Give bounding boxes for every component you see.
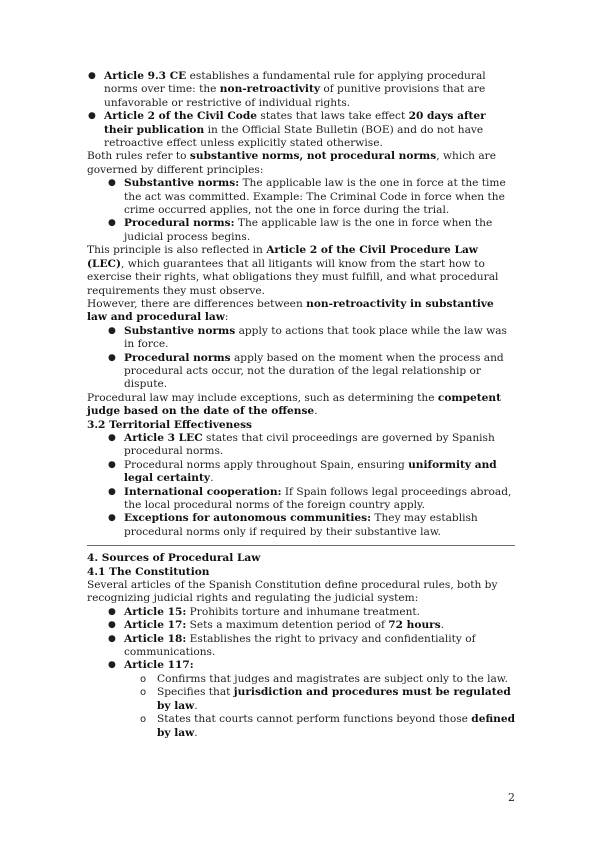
text: in the Official State Bulletin (BOE) and do not have retroactive effect unless explicitly stated otherwise.: [104, 123, 484, 150]
section-heading: 4. Sources of Procedural Law: [87, 552, 261, 565]
text: Specifies that: [157, 686, 234, 699]
text: , which guarantees that all litigants will know from the start how to exercise their rights, what obligations they must fulfill, and what procedural requirements they must observe.: [87, 257, 499, 297]
bullet-icon: ●: [108, 606, 116, 617]
bold-term: Procedural norms: [124, 351, 231, 364]
text: Establishes the right to privacy and confidentiality of communications.: [124, 632, 476, 659]
bullet-list: [107, 606, 515, 740]
bullet-icon: ●: [108, 633, 116, 644]
list-item: [107, 459, 515, 486]
text: They may establish procedural norms only if required by their substantive law.: [124, 512, 478, 538]
text: States that courts cannot perform functions beyond those: [157, 713, 472, 726]
paragraph: [87, 244, 515, 298]
list-item: [107, 512, 515, 539]
paragraph: [87, 298, 515, 325]
text: states that laws take effect: [257, 110, 409, 123]
text: apply to actions that took place while the law was in force.: [124, 324, 507, 351]
paragraph: [87, 150, 515, 177]
bold-term: Article 17:: [124, 619, 187, 632]
bullet-icon: ●: [88, 111, 96, 122]
bold-term: Article 9.3 CE: [104, 70, 187, 82]
bold-term: Procedural norms:: [124, 217, 235, 230]
bold-term: Article 3 LEC: [124, 431, 203, 444]
text: Sets a maximum detention period of: [186, 619, 389, 632]
bold-term: jurisdiction and procedures must be regulated by law: [157, 686, 511, 712]
text: .: [314, 405, 318, 418]
bold-term: International cooperation:: [124, 485, 282, 498]
paragraph: Several articles of the Spanish Constitution define procedural rules, both by recognizing judicial rights and regulating the judicial system:: [87, 579, 498, 605]
text: Confirms that judges and magistrates are subject only to the law.: [157, 672, 508, 685]
text: .: [194, 726, 198, 739]
bullet-list: [107, 177, 515, 244]
bullet-icon: ●: [108, 459, 116, 470]
paragraph: [87, 392, 515, 419]
bullet-icon: ●: [108, 486, 116, 497]
bullet-icon: ●: [108, 218, 116, 229]
bullet-icon: ●: [108, 432, 116, 443]
list-item: [107, 619, 515, 632]
text: :: [224, 311, 229, 324]
bold-term: 72 hours: [388, 619, 441, 632]
bullet-icon: ●: [108, 620, 116, 631]
text: However, there are differences between: [87, 297, 307, 310]
list-item: [140, 673, 515, 686]
text: Prohibits torture and inhumane treatment.: [186, 605, 421, 618]
list-item: [107, 352, 515, 392]
page-number: 2: [508, 791, 515, 804]
section-divider: [87, 545, 515, 546]
circle-bullet-icon: o: [140, 673, 147, 685]
text: .: [440, 619, 445, 632]
bold-term: non-retroactivity in substantive law and procedural law: [87, 297, 494, 324]
text: This principle is also reflected in: [87, 244, 267, 257]
list-item: [140, 713, 515, 740]
text: The applicable law is the one in force when the judicial process begins.: [124, 217, 493, 243]
list-item: [140, 686, 515, 713]
bold-term: Article 18:: [124, 632, 187, 645]
list-item: [107, 432, 515, 459]
text: , which are governed by different principles:: [87, 150, 497, 176]
section-heading: 3.2 Territorial Effectiveness: [87, 418, 252, 431]
bold-term: substantive norms, not procedural norms: [189, 150, 437, 163]
bold-term: Article 15:: [124, 605, 187, 618]
list-item: [107, 325, 515, 352]
bullet-icon: ●: [108, 660, 116, 671]
list-item: [107, 177, 515, 217]
bold-term: uniformity and legal certainty: [124, 458, 497, 485]
list-item: [107, 217, 515, 244]
bullet-list: [107, 432, 515, 539]
bold-term: Article 117:: [124, 659, 194, 672]
bold-term: Substantive norms: [124, 324, 236, 337]
list-item: [107, 486, 515, 513]
text: states that civil proceedings are governed by Spanish procedural norms.: [124, 431, 495, 458]
bullet-icon: ●: [108, 325, 116, 336]
sub-bullet-list: [140, 673, 515, 740]
text: .: [210, 472, 214, 485]
text: Procedural norms apply throughout Spain, ensuring: [124, 458, 409, 471]
bullet-icon: ●: [108, 178, 116, 189]
list-item: [107, 659, 515, 739]
bold-term: Exceptions for autonomous communities:: [124, 512, 372, 525]
bold-term: competent judge based on the date of the offense: [87, 391, 501, 418]
bold-term: defined by law: [157, 713, 515, 739]
bold-term: Article 2 of the Civil Procedure Law (LEC): [87, 244, 478, 270]
bold-term: 20 days after their publication: [104, 110, 486, 136]
text: Both rules refer to: [87, 150, 190, 163]
list-item: [107, 633, 515, 660]
bullet-list: [87, 70, 515, 150]
bullet-icon: ●: [108, 352, 116, 363]
bold-term: Article 2 of the Civil Code: [104, 110, 258, 123]
bold-term: Substantive norms:: [124, 177, 240, 190]
bold-term: non-retroactivity: [219, 83, 320, 96]
list-item: [107, 606, 515, 619]
list-item: [87, 110, 515, 150]
subsection-heading: 4.1 The Constitution: [87, 565, 210, 578]
bullet-icon: ●: [88, 71, 96, 81]
text: The applicable law is the one in force at the time the act was committed. Example: The Criminal Code in force when the crime occurred applies, not the one in force during the trial.: [124, 177, 506, 217]
text: of punitive provisions that are unfavorable or restrictive of individual rights.: [104, 83, 486, 109]
page-content: [87, 70, 515, 740]
text: If Spain follows legal proceedings abroad, the local procedural norms of the foreign country apply.: [124, 485, 512, 511]
circle-bullet-icon: o: [140, 714, 147, 726]
text: Procedural law may include exceptions, such as determining the: [87, 391, 438, 404]
text: establishes a fundamental rule for applying procedural norms over time: the: [104, 70, 486, 96]
list-item: [87, 70, 515, 110]
bullet-icon: ●: [108, 513, 116, 524]
bullet-list: [107, 325, 515, 392]
text: apply based on the moment when the process and procedural acts occur, not the duration of the legal relationship or dispute.: [124, 351, 504, 391]
text: .: [194, 699, 198, 712]
circle-bullet-icon: o: [140, 687, 147, 699]
